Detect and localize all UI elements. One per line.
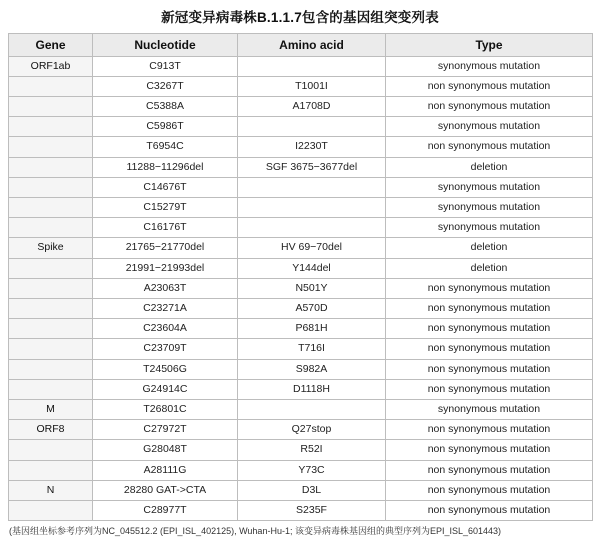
- cell-gene: M: [9, 400, 93, 420]
- cell-type: non synonymous mutation: [386, 420, 593, 440]
- cell-amino-acid: SGF 3675−3677del: [238, 157, 386, 177]
- cell-amino-acid: N501Y: [238, 278, 386, 298]
- column-header-amino-acid: Amino acid: [238, 33, 386, 56]
- table-row: [9, 379, 593, 399]
- cell-type: non synonymous mutation: [386, 298, 593, 318]
- cell-nucleotide: T24506G: [93, 359, 238, 379]
- cell-gene: [9, 258, 93, 278]
- cell-type: non synonymous mutation: [386, 96, 593, 116]
- cell-nucleotide: C15279T: [93, 197, 238, 217]
- cell-type: deletion: [386, 258, 593, 278]
- table-row: [9, 218, 593, 238]
- cell-nucleotide: A23063T: [93, 278, 238, 298]
- table-row: [9, 197, 593, 217]
- cell-type: non synonymous mutation: [386, 278, 593, 298]
- cell-gene: ORF1ab: [9, 56, 93, 76]
- cell-type: non synonymous mutation: [386, 480, 593, 500]
- cell-amino-acid: D3L: [238, 480, 386, 500]
- cell-gene: [9, 96, 93, 116]
- mutations-table: [8, 33, 593, 522]
- table-row: [9, 319, 593, 339]
- cell-gene: [9, 359, 93, 379]
- cell-nucleotide: C23271A: [93, 298, 238, 318]
- table-row: [9, 278, 593, 298]
- cell-nucleotide: C23709T: [93, 339, 238, 359]
- cell-type: non synonymous mutation: [386, 460, 593, 480]
- table-row: [9, 56, 593, 76]
- cell-nucleotide: C27972T: [93, 420, 238, 440]
- cell-gene: [9, 298, 93, 318]
- cell-type: synonymous mutation: [386, 400, 593, 420]
- cell-gene: [9, 157, 93, 177]
- cell-amino-acid: S235F: [238, 501, 386, 521]
- cell-nucleotide: C5388A: [93, 96, 238, 116]
- cell-type: non synonymous mutation: [386, 137, 593, 157]
- cell-nucleotide: G28048T: [93, 440, 238, 460]
- table-body: [9, 56, 593, 521]
- column-header-type: Type: [386, 33, 593, 56]
- cell-type: non synonymous mutation: [386, 379, 593, 399]
- cell-gene: ORF8: [9, 420, 93, 440]
- cell-amino-acid: A570D: [238, 298, 386, 318]
- cell-amino-acid: Y144del: [238, 258, 386, 278]
- table-row: [9, 137, 593, 157]
- cell-type: non synonymous mutation: [386, 76, 593, 96]
- cell-type: non synonymous mutation: [386, 359, 593, 379]
- cell-nucleotide: C3267T: [93, 76, 238, 96]
- cell-nucleotide: C5986T: [93, 117, 238, 137]
- cell-type: synonymous mutation: [386, 117, 593, 137]
- cell-amino-acid: [238, 218, 386, 238]
- cell-amino-acid: P681H: [238, 319, 386, 339]
- cell-gene: [9, 379, 93, 399]
- cell-type: non synonymous mutation: [386, 339, 593, 359]
- cell-amino-acid: T1001I: [238, 76, 386, 96]
- cell-amino-acid: R52I: [238, 440, 386, 460]
- cell-nucleotide: 11288−11296del: [93, 157, 238, 177]
- cell-amino-acid: [238, 117, 386, 137]
- cell-amino-acid: A1708D: [238, 96, 386, 116]
- cell-type: non synonymous mutation: [386, 440, 593, 460]
- cell-amino-acid: S982A: [238, 359, 386, 379]
- cell-gene: [9, 197, 93, 217]
- cell-gene: [9, 117, 93, 137]
- cell-gene: [9, 339, 93, 359]
- cell-type: deletion: [386, 157, 593, 177]
- table-row: [9, 117, 593, 137]
- table-row: [9, 298, 593, 318]
- table-row: [9, 359, 593, 379]
- cell-gene: [9, 319, 93, 339]
- cell-type: synonymous mutation: [386, 177, 593, 197]
- table-row: [9, 440, 593, 460]
- cell-gene: [9, 76, 93, 96]
- cell-amino-acid: [238, 197, 386, 217]
- cell-gene: [9, 177, 93, 197]
- cell-type: non synonymous mutation: [386, 501, 593, 521]
- table-row: [9, 157, 593, 177]
- footnote: (基因组坐标参考序列为NC_045512.2 (EPI_ISL_402125), Wuhan-Hu-1; 该变异病毒株基因组的典型序列为EPI_ISL_601443): [9, 526, 502, 537]
- page-title: 新冠变异病毒株B.1.1.7包含的基因组突变列表: [161, 10, 439, 25]
- cell-nucleotide: 28280 GAT->CTA: [93, 480, 238, 500]
- cell-nucleotide: T26801C: [93, 400, 238, 420]
- table-row: [9, 339, 593, 359]
- table-row: [9, 238, 593, 258]
- cell-nucleotide: C16176T: [93, 218, 238, 238]
- cell-amino-acid: I2230T: [238, 137, 386, 157]
- cell-amino-acid: [238, 56, 386, 76]
- cell-nucleotide: C14676T: [93, 177, 238, 197]
- table-row: [9, 501, 593, 521]
- table-row: [9, 460, 593, 480]
- cell-type: deletion: [386, 238, 593, 258]
- column-header-nucleotide: Nucleotide: [93, 33, 238, 56]
- cell-amino-acid: Q27stop: [238, 420, 386, 440]
- cell-type: synonymous mutation: [386, 56, 593, 76]
- column-header-gene: Gene: [9, 33, 93, 56]
- cell-nucleotide: A28111G: [93, 460, 238, 480]
- table-row: [9, 420, 593, 440]
- cell-nucleotide: C23604A: [93, 319, 238, 339]
- cell-gene: [9, 440, 93, 460]
- cell-amino-acid: Y73C: [238, 460, 386, 480]
- cell-amino-acid: D1118H: [238, 379, 386, 399]
- cell-nucleotide: 21991−21993del: [93, 258, 238, 278]
- cell-gene: N: [9, 480, 93, 500]
- table-header-row: [9, 33, 593, 56]
- cell-amino-acid: [238, 177, 386, 197]
- cell-amino-acid: HV 69−70del: [238, 238, 386, 258]
- table-row: [9, 177, 593, 197]
- table-row: [9, 400, 593, 420]
- cell-nucleotide: T6954C: [93, 137, 238, 157]
- cell-type: synonymous mutation: [386, 197, 593, 217]
- cell-gene: [9, 218, 93, 238]
- cell-amino-acid: [238, 400, 386, 420]
- cell-nucleotide: C913T: [93, 56, 238, 76]
- cell-gene: [9, 137, 93, 157]
- cell-nucleotide: C28977T: [93, 501, 238, 521]
- cell-gene: Spike: [9, 238, 93, 258]
- cell-amino-acid: T716I: [238, 339, 386, 359]
- cell-gene: [9, 460, 93, 480]
- cell-gene: [9, 278, 93, 298]
- cell-gene: [9, 501, 93, 521]
- table-row: [9, 258, 593, 278]
- cell-type: non synonymous mutation: [386, 319, 593, 339]
- table-row: [9, 480, 593, 500]
- cell-nucleotide: G24914C: [93, 379, 238, 399]
- table-row: [9, 96, 593, 116]
- cell-type: synonymous mutation: [386, 218, 593, 238]
- cell-nucleotide: 21765−21770del: [93, 238, 238, 258]
- table-row: [9, 76, 593, 96]
